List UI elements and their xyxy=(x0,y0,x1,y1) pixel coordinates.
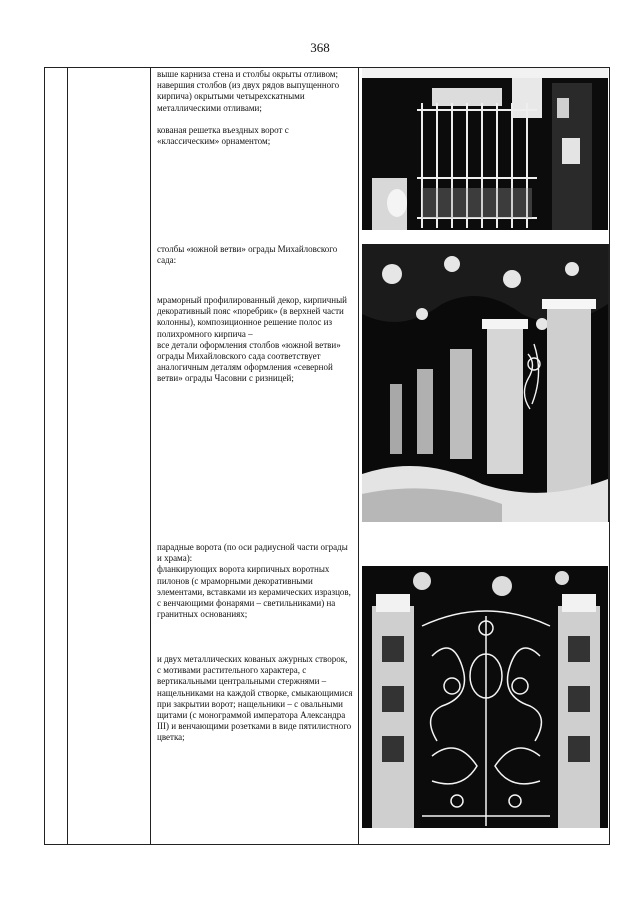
paragraph: мраморный профилированный декор, кирпичный декоративный пояс «поребрик» (в верхней части колонны), композиционное решение полос из полихромного кирпича – xyxy=(157,295,347,339)
column-divider xyxy=(358,68,359,844)
description-block-3 xyxy=(157,295,353,385)
garden-pillars-photo-icon xyxy=(362,244,608,522)
paragraph: все детали оформления столбов «южной ветви» ограды Михайловского сада соответствует аналогичным деталям оформления «северной ветви» ограды Часовни с ризницей; xyxy=(157,339,341,384)
description-block-5 xyxy=(157,654,353,744)
paragraph: выше карниза стена и столбы окрыты отливом; xyxy=(157,69,339,79)
description-block-1 xyxy=(157,69,353,147)
description-block-2 xyxy=(157,244,353,266)
description-block-4 xyxy=(157,542,353,620)
gate-photo-icon xyxy=(362,68,608,230)
paragraph: парадные ворота (по оси радиусной части ограды и храма): xyxy=(157,542,348,564)
column-divider xyxy=(150,68,151,844)
ornamental-gate-photo-icon xyxy=(362,566,608,828)
column-divider xyxy=(67,68,68,844)
paragraph: и двух металлических кованых ажурных створок, с мотивами растительного характера, с вертикальными центральными стержнями – нащельниками на каждой створке, смыкающимися при закрытии ворот; нащельники – с овальными щитами (с монограммой императора Александра III) и венчающими розетками в виде пятилистного цветка; xyxy=(157,654,353,743)
photo-edge-line xyxy=(608,244,609,522)
paragraph: кованая решетка въездных ворот с «классическим» орнаментом; xyxy=(157,124,289,147)
paragraph: навершия столбов (из двух рядов выпущенного кирпича) окрытыми четырехскатными металлическими отливами; xyxy=(157,80,340,113)
paragraph: столбы «южной ветви» ограды Михайловского сада: xyxy=(157,244,338,266)
paragraph: фланкирующих ворота кирпичных воротных пилонов (с мраморными декоративными элементами, вставками из керамических изразцов, с венчающими фонарями – светильниками) на гранитных основаниях; xyxy=(157,564,351,620)
page-number: 368 xyxy=(310,40,330,55)
